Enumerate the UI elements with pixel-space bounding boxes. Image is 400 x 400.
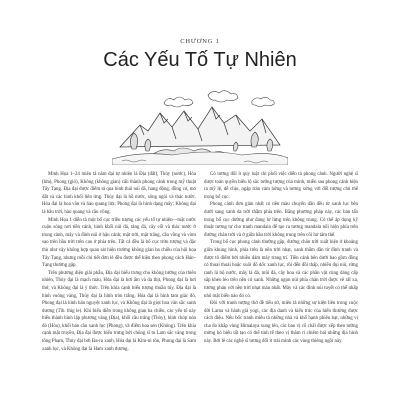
cloud-icon [164, 91, 274, 107]
paragraph: Phong cảnh đơn giản nhất có nền màu chuyển dần đều từ xanh lục bên dưới sang xanh da trời thẫm phía trên. Bằng phương pháp này, các bản tấn trong bố cục dường như đang lơ lửng trên không trung. Cỏ thể áp dụng kỹ thuật tương tự cho tranh mandala để tạo ra tương mandala nổi hiện phía trên đường chân trời và ở giữa bầu trời không trung trên cõi hư tâm thế. [204, 202, 358, 238]
rocks-and-ground-icon [112, 148, 288, 165]
right-text-column [204, 171, 358, 346]
paragraph: Có tương đối ít quy luật chỉ phối việc diễn tả phong cảnh. Người nghệ sĩ được toàn quyền biểu lộ sắc tướng tượng của mình, miễn sao phong cảnh hiện ra mỹ lệ, dễ chịu, ngập tràn cảm hứng và tương xứng với đối tượng chủ thể trong bố cục. [204, 172, 358, 200]
page-title: Các Yếu Tố Tự Nhiên [103, 49, 297, 71]
paragraph: Trong bố cục phong cảnh thường gặp, đường chân trời xuất hiện ở khoảng giữa khung hình, phía trên là nền trời nhạt, xanh thẫm dần từ đỉnh tranh và được tô điểm bởi nhiều đám mây trang trí. Tiền cảnh bên dưới bao gồm đồng cỏ thoai thoải hoặc xuôi đổ dốc xanh lục, rồi đến đồi thấp, nhiều đụi núi, rừng ranh lá bộ nước, mây là đá, mũi đá, cây hoa và các phần vật cùng dáng cấp sắp khéo léo trên nền cỏ xanh. Những ngọn núi phía chân trời được vẽ rất xa, tương phản với nền trời nhạt màu nhất. Mây và các đỉnh núi tuyết có thể nhấp nhô mặt biển nào đó có. [204, 240, 358, 299]
chapter-label: CHƯƠNG 1 [180, 38, 220, 45]
paragraph: Minh Họa 1–24 miêu tả năm đại tự nhiên là Địa (đất), Thủy (nước), Hỏa (lửa), Phong (gió), Không (không gian) cấu thành phong cảnh trong mỹ thuật Tây Tạng. Địa đại được điểm tả qua hình thái núi đá, hang động, đồng cỏ, mỏ đất và các hình khối liên ứng. Thủy đại là hồ nước, sông ngòi và thác nước. Hỏa đại là hoa văn và hào quang lửa; Phong đại là hình dạng mây; Không đại là bầu trời, hào quang và cầu vồng. [42, 172, 196, 215]
paragraph: Minh Họa 1 diễn tả một bố cục triều tượng các yếu tố tự nhiên—mặt nước cuộn sóng nơi tiền cảnh, hình khối núi đá, tảng đá, cây cối và thác nước ở trung cảnh, mây và đỉnh núi ở hậu cảnh; mặt trời, mặt trăng, cầu vồng và vòm sao trên bầu trời trên cao ở phía trên. Tất cả đều là bố cục trừu tượng và đặc thù như vậy không hợp quan sát hiện trường không gian ba chiều của hội họa Tây Tạng, nhưng mỗi chi tiết đơn lẻ đều được thể hiện theo phong cách Hán–Tạng thường gặp. [42, 217, 196, 269]
left-text-column [42, 171, 196, 353]
paragraph: Đôi với tranh tượng thờ đề tiểu sử, miêu tả những sự kiện liên trong cuộc đời Lama và hành giả yogi, các địa danh và kiến trúc của hiển thường được cách điệu. Nếu bốc tranh miêu tả những nhà và khổ hạnh phiêu bạt, những vị cha đo khắp vùng Himalaya xung lên, các bao vị cổ chấi được xếp theo tướng mờng hỏ biểu tất tạo có thể tinh tế theo vị thâm ri chiêm bái những địa hình này. Bởi lẽ các nghệ sĩ tương đối ít trải mình các vùng thiêng ngồi này. [204, 301, 358, 345]
paragraph: Trên phương diện giải phẫu, Địa đại biểu trưng cho không tướng của thiên nhiên, Thủy đại là mạch máu, Hỏa đại là hơi ấm và da thịt, Phong đại là hơi thở, và Không đại là ý thức. Trên khía cạnh biểu tượng thuần túy, Địa đại là hình vuông vàng, Thủy đại là hình tròn trắng, Hỏa đại là hình tam giác đỏ, Phong đại là hình bán nguyệt xanh lục, và Không đại là giọt hoa văn sắc xanh dương (Tib. thig le). Khi biểu diễn trong không gian ba chiều, các yếu tố này biểu thành hình lập phương vàng (Địa), khối cầu trắng (Thủy), hình chóp nón đỏ (Hỏa), khối bán cầu xanh lục (Phong), và điểm hoa sen (Không). Trên khía cạnh mặt truyền, Địa đại được biểu trưng bởi chúng sĩ tu Lam sắc vàng trong tông Phạm, Thủy đại bởi Đa-ra xanh, Hỏa đại là Kim-ni tôn, Phong đại là Sam xanh lục, và Không đại là Ham xanh dương. [42, 270, 196, 352]
mountain-landscape-illustration [112, 89, 288, 165]
